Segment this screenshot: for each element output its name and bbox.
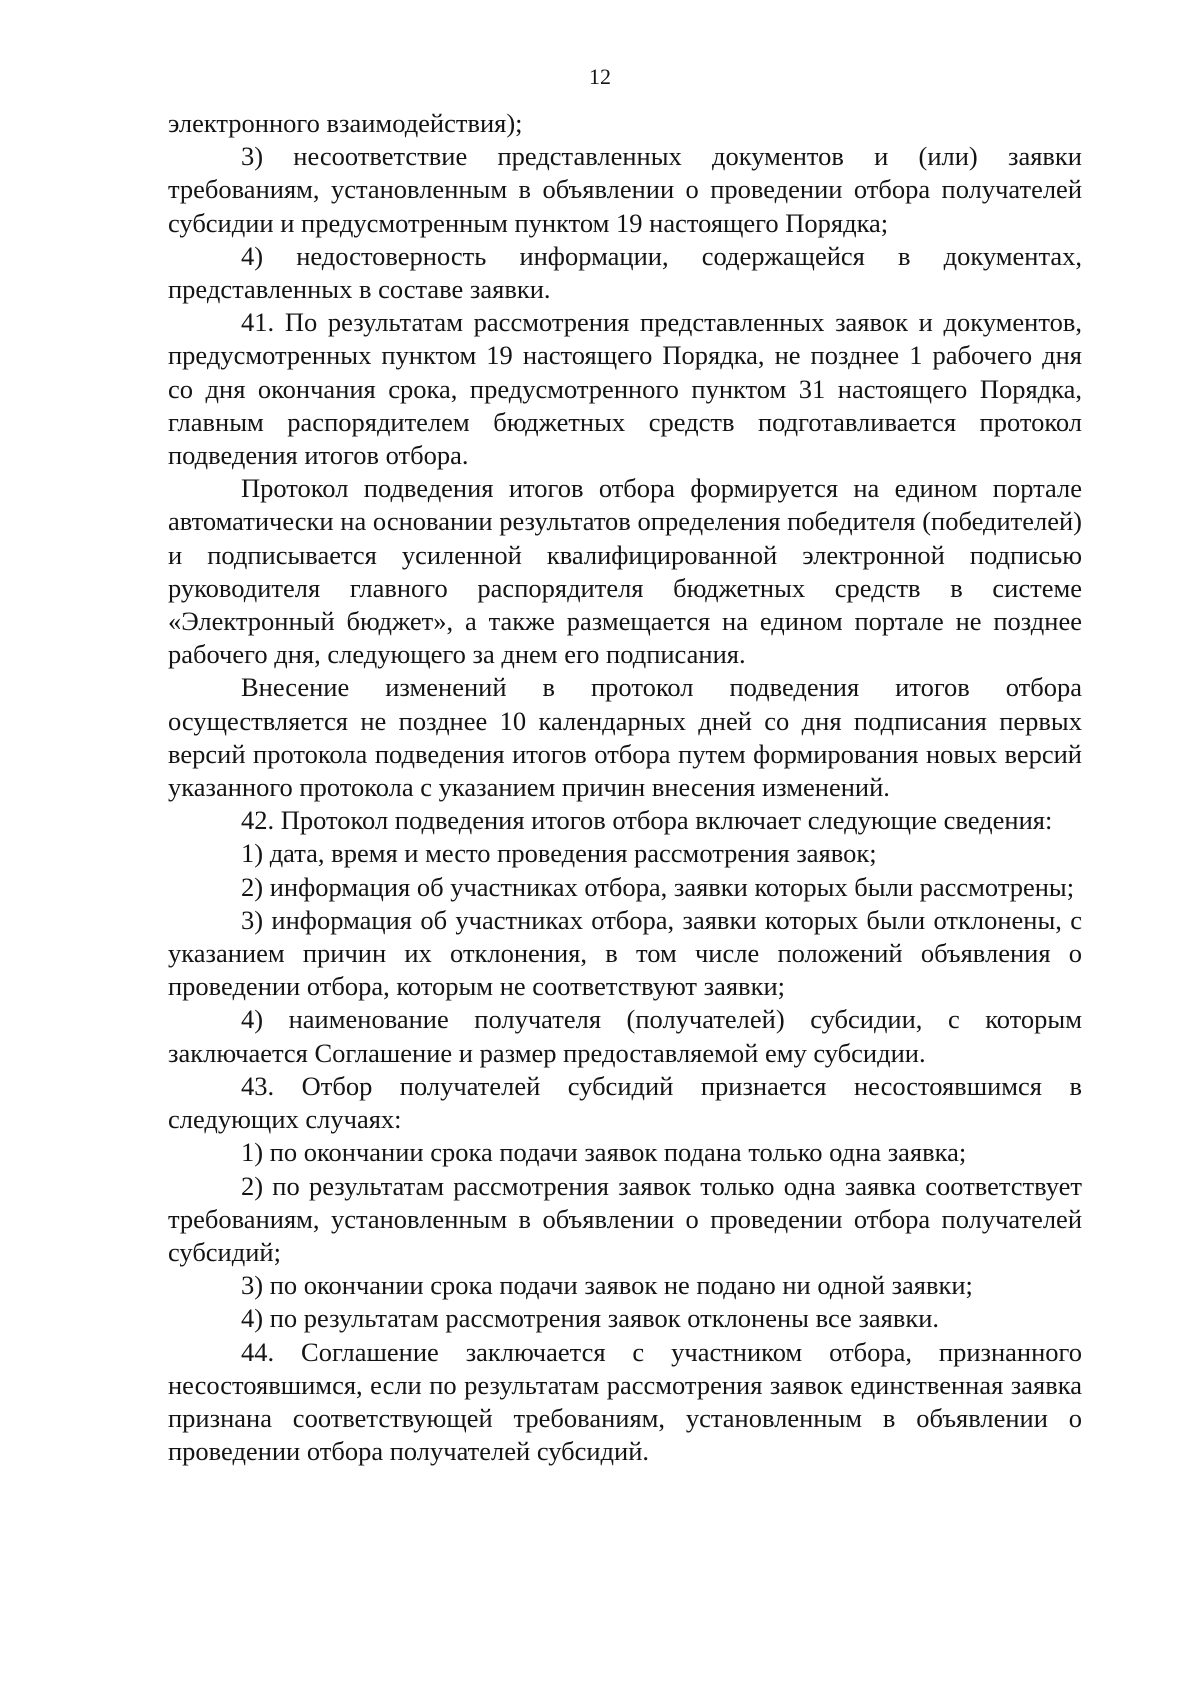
clause-42-item-1: 1) дата, время и место проведения рассмотрения заявок;	[241, 838, 877, 869]
clause-43-item-3: 3) по окончании срока подачи заявок не подано ни одной заявки;	[241, 1270, 973, 1301]
list-item-3-noncompliance: 3) несоответствие представленных документов и (или) заявки требованиям, установленным в объявлении о проведении отбора получателей субсидии и предусмотренным пунктом 19 настоящего Порядка;	[168, 141, 1082, 238]
clause-43-item-2: 2) по результатам рассмотрения заявок только одна заявка соответствует требованиям, установленным в объявлении о проведении отбора получателей субсидий;	[168, 1170, 1082, 1267]
clause-42: 42. Протокол подведения итогов отбора включает следующие сведения:	[241, 805, 1053, 836]
document-body	[168, 107, 1082, 1468]
clause-42-item-3: 3) информация об участниках отбора, заявки которых были отклонены, с указанием причин их отклонения, в том числе положений объявления о проведении отбора, которым не соответствуют заявки;	[168, 904, 1082, 1002]
clause-43: 43. Отбор получателей субсидий признается несостоявшимся в следующих случаях:	[168, 1070, 1082, 1135]
paragraph-protocol-formation: Протокол подведения итогов отбора формируется на едином портале автоматически на основании результатов определения победителя (победителей) и подписывается усиленной квалифицированной электронной подписью руководителя главного распорядителя бюджетных средств в системе «Электронный бюджет», а также размещается на едином портале не позднее рабочего дня, следующего за днем его подписания.	[168, 473, 1082, 670]
clause-42-item-2: 2) информация об участниках отбора, заявки которых были рассмотрены;	[241, 871, 1075, 902]
clause-41: 41. По результатам рассмотрения представленных заявок и документов, предусмотренных пунктом 19 настоящего Порядка, не позднее 1 рабочего дня со дня окончания срока, предусмотренного пунктом 31 настоящего Порядка, главным распорядителем бюджетных средств подготавливается протокол подведения итогов отбора.	[168, 307, 1082, 471]
clause-42-item-4: 4) наименование получателя (получателей) субсидии, с которым заключается Соглашение и размер предоставляемой ему субсидии.	[168, 1004, 1082, 1068]
clause-43-item-1: 1) по окончании срока подачи заявок подана только одна заявка;	[241, 1137, 967, 1168]
list-item-4-unreliable-info: 4) недостоверность информации, содержащейся в документах, представленных в составе заявки.	[168, 240, 1082, 305]
clause-43-item-4: 4) по результатам рассмотрения заявок отклонены все заявки.	[241, 1303, 940, 1334]
page-number: 12	[589, 64, 611, 89]
paragraph-protocol-changes: Внесение изменений в протокол подведения итогов отбора осуществляется не позднее 10 календарных дней со дня подписания первых версий протокола подведения итогов отбора путем формирования новых версий указанного протокола с указанием причин внесения изменений.	[168, 672, 1082, 803]
clause-44: 44. Соглашение заключается с участником отбора, признанного несостоявшимся, если по результатам рассмотрения заявок единственная заявка признана соответствующей требованиям, установленным в объявлении о проведении отбора получателей субсидий.	[168, 1336, 1082, 1467]
paragraph-continuation: электронного взаимодействия);	[168, 108, 523, 138]
